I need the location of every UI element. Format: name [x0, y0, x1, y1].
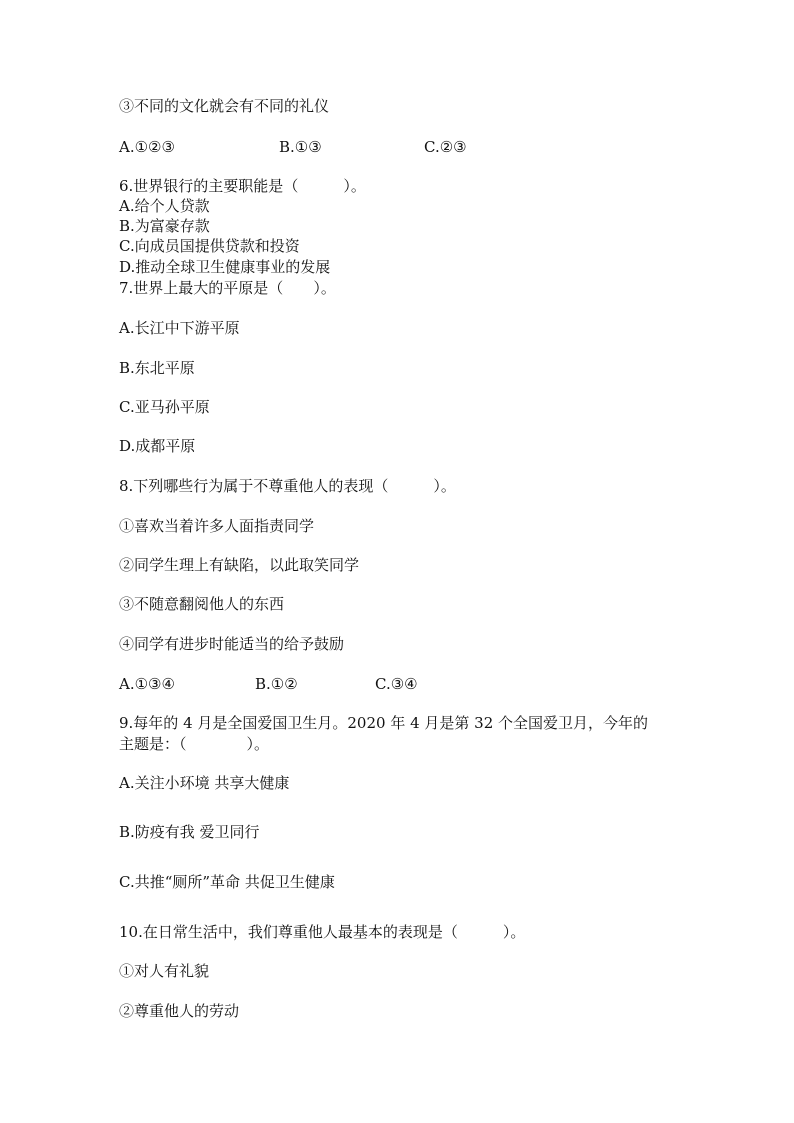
q7-option-c: C.亚马孙平原 [119, 398, 210, 416]
q10-statement-2: ②尊重他人的劳动 [119, 1002, 240, 1020]
option-b: B.①③ [279, 138, 322, 156]
question-6: 6.世界银行的主要职能是（ ）。 [119, 177, 366, 195]
q10-statement-1: ①对人有礼貌 [119, 962, 210, 980]
q8-statement-3: ③不随意翻阅他人的东西 [119, 595, 285, 613]
option-c: C.②③ [424, 138, 467, 156]
question-10: 10.在日常生活中，我们尊重他人最基本的表现是（ ）。 [119, 923, 526, 941]
q8-option-c: C.③④ [375, 675, 418, 693]
q6-option-b: B.为富豪存款 [119, 217, 210, 235]
q9-option-c: C.共推“厕所”革命 共促卫生健康 [119, 873, 335, 891]
question-9-line-1: 9.每年的 4 月是全国爱国卫生月。2020 年 4 月是第 32 个全国爱卫月，今年的 [119, 714, 649, 732]
statement-3: ③不同的文化就会有不同的礼仪 [119, 97, 330, 115]
q7-option-b: B.东北平原 [119, 359, 195, 377]
q7-option-a: A.长江中下游平原 [119, 319, 240, 337]
q6-option-d: D.推动全球卫生健康事业的发展 [119, 258, 331, 276]
q9-option-a: A.关注小环境 共享大健康 [119, 774, 290, 792]
question-8: 8.下列哪些行为属于不尊重他人的表现（ ）。 [119, 477, 456, 495]
q8-statement-1: ①喜欢当着许多人面指责同学 [119, 517, 315, 535]
q6-option-c: C.向成员国提供贷款和投资 [119, 237, 300, 255]
q6-option-a: A.给个人贷款 [119, 197, 210, 215]
q7-option-d: D.成都平原 [119, 437, 196, 455]
q8-statement-2: ②同学生理上有缺陷，以此取笑同学 [119, 556, 360, 574]
question-9-line-2: 主题是：（ ）。 [119, 735, 270, 753]
option-a: A.①②③ [119, 138, 175, 156]
q8-option-b: B.①② [255, 675, 298, 693]
q8-option-a: A.①③④ [119, 675, 175, 693]
q9-option-b: B.防疫有我 爱卫同行 [119, 823, 260, 841]
question-7: 7.世界上最大的平原是（ ）。 [119, 279, 336, 297]
q8-statement-4: ④同学有进步时能适当的给予鼓励 [119, 635, 345, 653]
